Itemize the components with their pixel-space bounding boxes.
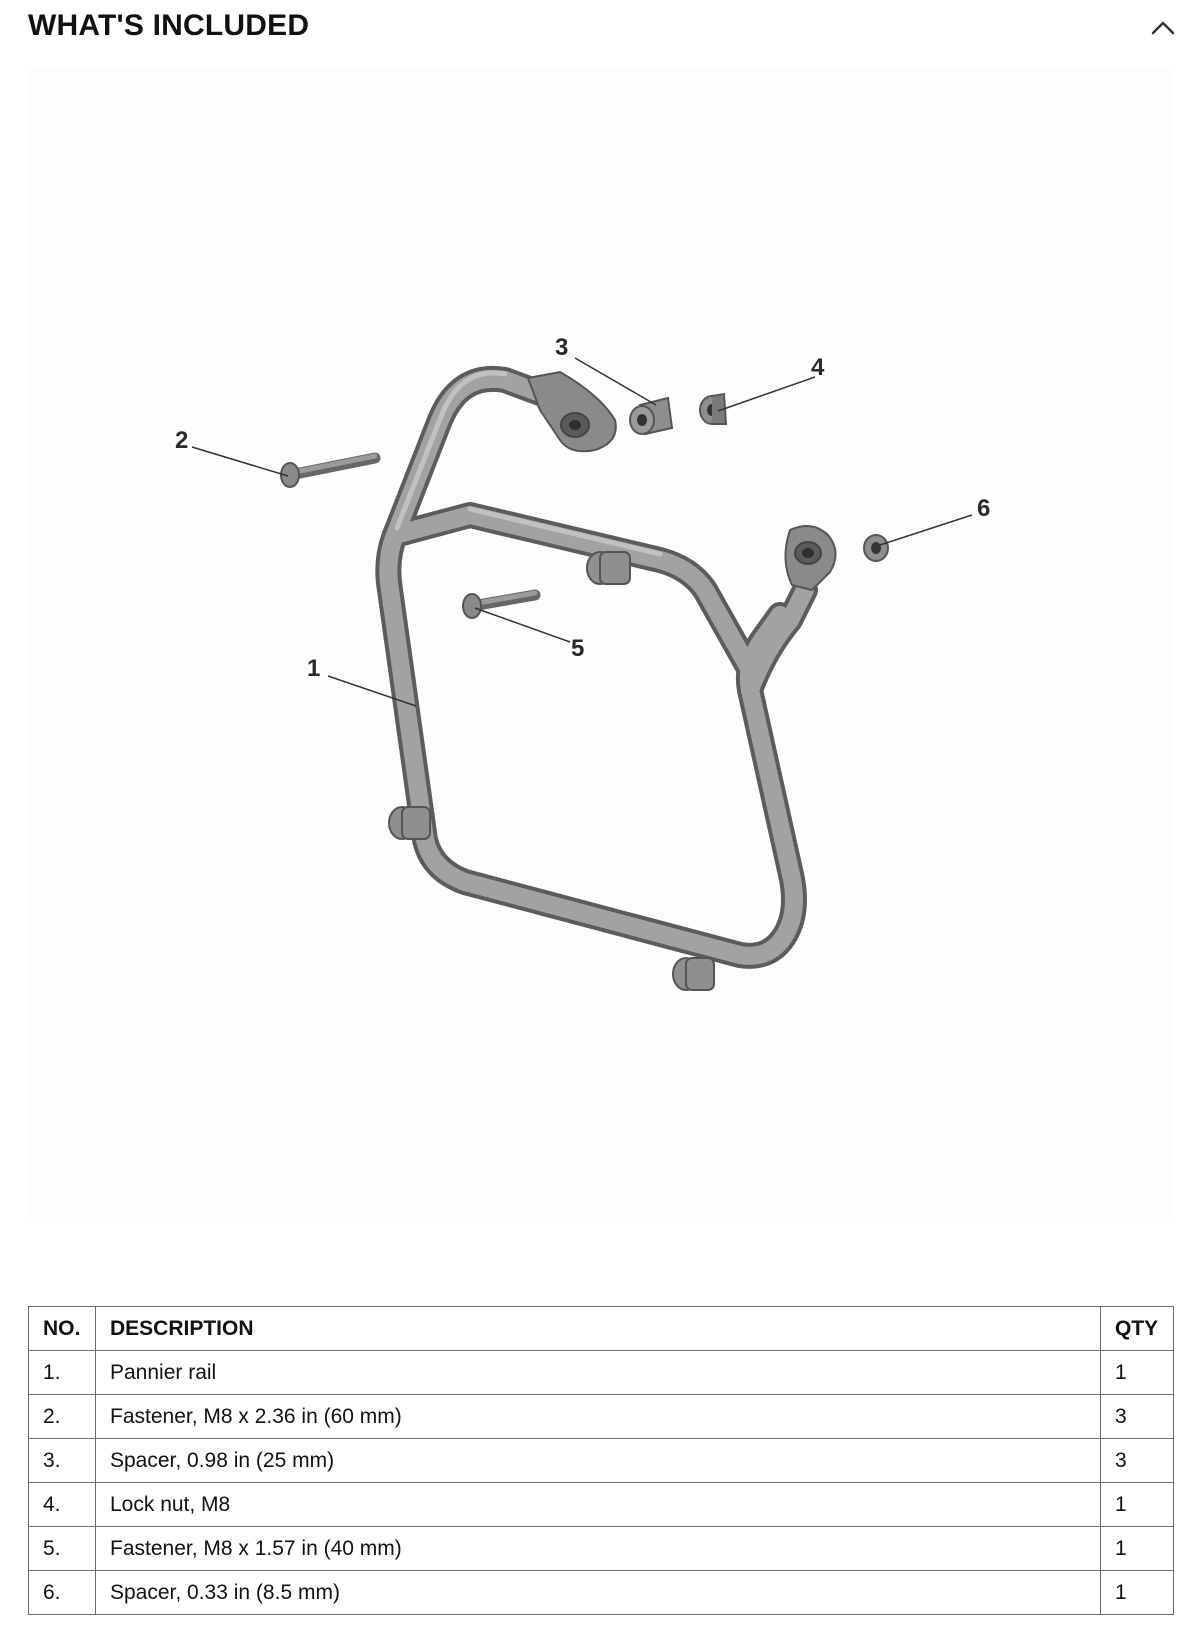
callout-3: 3 [555, 334, 569, 361]
table-header-row [29, 1307, 1174, 1351]
table-row [29, 1395, 1174, 1439]
cell-no: 6. [29, 1571, 96, 1615]
section-title: WHAT'S INCLUDED [28, 9, 310, 42]
header-no: NO. [29, 1307, 96, 1351]
fastener-60mm [281, 456, 375, 487]
header-qty: QTY [1101, 1307, 1174, 1351]
table-row [29, 1483, 1174, 1527]
cell-description: Spacer, 0.98 in (25 mm) [96, 1439, 1101, 1483]
cell-description: Spacer, 0.33 in (8.5 mm) [96, 1571, 1101, 1615]
table-row [29, 1571, 1174, 1615]
header-description: DESCRIPTION [96, 1307, 1101, 1351]
callout-4: 4 [811, 354, 825, 381]
cell-qty: 1 [1101, 1527, 1174, 1571]
chevron-up-icon[interactable] [1148, 13, 1178, 43]
section-header[interactable] [28, 0, 1178, 56]
cell-no: 5. [29, 1527, 96, 1571]
cell-description: Fastener, M8 x 2.36 in (60 mm) [96, 1395, 1101, 1439]
cell-no: 3. [29, 1439, 96, 1483]
fastener-40mm [463, 593, 535, 618]
callout-1: 1 [307, 655, 321, 682]
cell-qty: 3 [1101, 1439, 1174, 1483]
cell-description: Fastener, M8 x 1.57 in (40 mm) [96, 1527, 1101, 1571]
cell-qty: 1 [1101, 1571, 1174, 1615]
table-row [29, 1527, 1174, 1571]
cell-no: 1. [29, 1351, 96, 1395]
cell-no: 2. [29, 1395, 96, 1439]
cell-qty: 1 [1101, 1483, 1174, 1527]
callout-2: 2 [175, 427, 189, 454]
parts-table [28, 1306, 1174, 1615]
cell-description: Pannier rail [96, 1351, 1101, 1395]
callout-5: 5 [571, 635, 585, 662]
cell-no: 4. [29, 1483, 96, 1527]
upper-bracket [528, 372, 616, 451]
cell-qty: 1 [1101, 1351, 1174, 1395]
cell-description: Lock nut, M8 [96, 1483, 1101, 1527]
right-bracket [785, 526, 835, 590]
callout-6: 6 [977, 495, 991, 522]
spacer-25mm [630, 398, 672, 434]
table-row [29, 1439, 1174, 1483]
pannier-rail [388, 373, 805, 956]
table-row [29, 1351, 1174, 1395]
cell-qty: 3 [1101, 1395, 1174, 1439]
parts-diagram [28, 68, 1172, 1218]
spacer-8-5mm [864, 535, 888, 561]
